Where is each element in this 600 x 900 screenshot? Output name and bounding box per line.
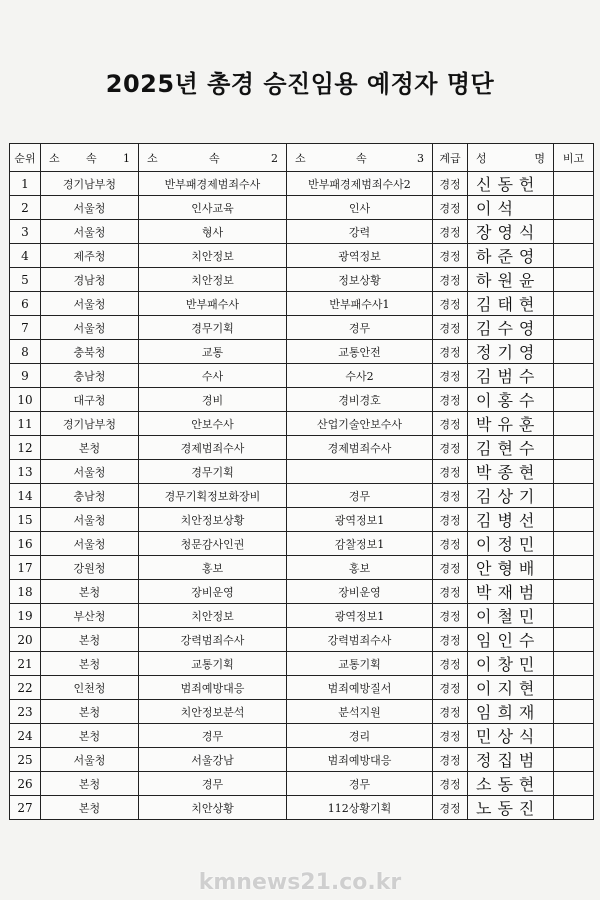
cell-rank: 경정	[433, 796, 468, 820]
cell-no: 6	[10, 292, 41, 316]
cell-no: 24	[10, 724, 41, 748]
cell-rank: 경정	[433, 748, 468, 772]
cell-no: 7	[10, 316, 41, 340]
cell-name: 김범수	[468, 364, 554, 388]
cell-note	[554, 292, 594, 316]
cell-dept2: 교통기획	[139, 652, 287, 676]
cell-dept1: 충북청	[41, 340, 139, 364]
cell-name: 박재범	[468, 580, 554, 604]
cell-dept1: 서울청	[41, 508, 139, 532]
table-row	[10, 292, 594, 316]
cell-dept1: 서울청	[41, 196, 139, 220]
cell-rank: 경정	[433, 700, 468, 724]
cell-no: 3	[10, 220, 41, 244]
cell-dept3: 광역정보	[287, 244, 433, 268]
cell-rank: 경정	[433, 604, 468, 628]
cell-dept2: 청문감사인권	[139, 532, 287, 556]
cell-note	[554, 676, 594, 700]
cell-dept1: 경남청	[41, 268, 139, 292]
header-dept1: 소 속 1	[41, 144, 139, 172]
cell-name: 소동현	[468, 772, 554, 796]
table-row	[10, 460, 594, 484]
table-row	[10, 628, 594, 652]
cell-note	[554, 580, 594, 604]
cell-dept2: 인사교육	[139, 196, 287, 220]
cell-dept2: 경무기획	[139, 460, 287, 484]
cell-dept3: 경제범죄수사	[287, 436, 433, 460]
cell-name: 이석	[468, 196, 554, 220]
cell-name: 김태현	[468, 292, 554, 316]
cell-note	[554, 172, 594, 196]
cell-name: 이홍수	[468, 388, 554, 412]
cell-dept2: 치안정보	[139, 268, 287, 292]
cell-dept3: 경무	[287, 484, 433, 508]
cell-dept1: 서울청	[41, 292, 139, 316]
cell-dept3: 경리	[287, 724, 433, 748]
cell-dept3: 수사2	[287, 364, 433, 388]
cell-dept3: 반부패경제범죄수사2	[287, 172, 433, 196]
table-row	[10, 412, 594, 436]
table-row	[10, 532, 594, 556]
cell-note	[554, 556, 594, 580]
cell-dept1: 본청	[41, 700, 139, 724]
cell-no: 21	[10, 652, 41, 676]
header-name: 성 명	[468, 144, 554, 172]
cell-dept1: 경기남부청	[41, 412, 139, 436]
cell-dept3: 경무	[287, 316, 433, 340]
cell-dept2: 수사	[139, 364, 287, 388]
cell-dept3: 홍보	[287, 556, 433, 580]
cell-dept3: 감찰정보1	[287, 532, 433, 556]
cell-no: 23	[10, 700, 41, 724]
cell-dept1: 강원청	[41, 556, 139, 580]
cell-dept1: 충남청	[41, 484, 139, 508]
cell-dept1: 본청	[41, 772, 139, 796]
cell-note	[554, 700, 594, 724]
cell-name: 이창민	[468, 652, 554, 676]
header-note: 비고	[554, 144, 594, 172]
cell-no: 9	[10, 364, 41, 388]
cell-note	[554, 388, 594, 412]
cell-no: 4	[10, 244, 41, 268]
cell-note	[554, 364, 594, 388]
cell-rank: 경정	[433, 316, 468, 340]
cell-dept3: 경무	[287, 772, 433, 796]
header-rank: 계급	[433, 144, 468, 172]
cell-dept1: 본청	[41, 436, 139, 460]
table-row	[10, 724, 594, 748]
cell-dept1: 경기남부청	[41, 172, 139, 196]
cell-name: 김상기	[468, 484, 554, 508]
cell-dept2: 치안정보상황	[139, 508, 287, 532]
cell-note	[554, 316, 594, 340]
cell-rank: 경정	[433, 244, 468, 268]
cell-note	[554, 796, 594, 820]
cell-dept2: 경무기획정보화장비	[139, 484, 287, 508]
cell-dept3: 112상황기획	[287, 796, 433, 820]
cell-rank: 경정	[433, 340, 468, 364]
cell-no: 27	[10, 796, 41, 820]
cell-note	[554, 532, 594, 556]
cell-rank: 경정	[433, 388, 468, 412]
cell-rank: 경정	[433, 556, 468, 580]
promotion-roster-table	[9, 143, 594, 820]
cell-dept2: 경비	[139, 388, 287, 412]
cell-no: 17	[10, 556, 41, 580]
cell-rank: 경정	[433, 412, 468, 436]
cell-note	[554, 412, 594, 436]
cell-rank: 경정	[433, 436, 468, 460]
cell-name: 안형배	[468, 556, 554, 580]
cell-dept2: 범죄예방대응	[139, 676, 287, 700]
cell-dept1: 서울청	[41, 532, 139, 556]
table-body	[10, 172, 594, 820]
cell-name: 임희재	[468, 700, 554, 724]
cell-dept1: 서울청	[41, 748, 139, 772]
cell-rank: 경정	[433, 460, 468, 484]
cell-no: 13	[10, 460, 41, 484]
header-dept2: 소 속 2	[139, 144, 287, 172]
cell-dept2: 경무	[139, 772, 287, 796]
table-row	[10, 484, 594, 508]
cell-no: 18	[10, 580, 41, 604]
cell-no: 22	[10, 676, 41, 700]
table-row	[10, 364, 594, 388]
table-row	[10, 340, 594, 364]
cell-name: 임인수	[468, 628, 554, 652]
cell-name: 김병선	[468, 508, 554, 532]
cell-no: 25	[10, 748, 41, 772]
cell-no: 14	[10, 484, 41, 508]
cell-dept2: 치안정보	[139, 604, 287, 628]
cell-dept2: 반부패수사	[139, 292, 287, 316]
cell-note	[554, 244, 594, 268]
cell-no: 5	[10, 268, 41, 292]
cell-rank: 경정	[433, 484, 468, 508]
cell-rank: 경정	[433, 652, 468, 676]
cell-dept3: 경비경호	[287, 388, 433, 412]
cell-dept3: 교통기획	[287, 652, 433, 676]
table-row	[10, 388, 594, 412]
cell-note	[554, 604, 594, 628]
table-row	[10, 748, 594, 772]
cell-no: 19	[10, 604, 41, 628]
cell-dept1: 제주청	[41, 244, 139, 268]
cell-dept1: 서울청	[41, 316, 139, 340]
cell-note	[554, 772, 594, 796]
cell-dept1: 부산청	[41, 604, 139, 628]
cell-dept2: 치안정보분석	[139, 700, 287, 724]
cell-rank: 경정	[433, 196, 468, 220]
cell-rank: 경정	[433, 580, 468, 604]
cell-rank: 경정	[433, 628, 468, 652]
cell-no: 15	[10, 508, 41, 532]
table-row	[10, 316, 594, 340]
cell-name: 정집범	[468, 748, 554, 772]
cell-dept3: 인사	[287, 196, 433, 220]
cell-dept3: 광역정보1	[287, 604, 433, 628]
table-row	[10, 196, 594, 220]
cell-dept2: 경제범죄수사	[139, 436, 287, 460]
cell-name: 하원윤	[468, 268, 554, 292]
cell-note	[554, 460, 594, 484]
cell-dept2: 치안정보	[139, 244, 287, 268]
cell-name: 장영식	[468, 220, 554, 244]
cell-note	[554, 196, 594, 220]
table-row	[10, 580, 594, 604]
header-no: 순위	[10, 144, 41, 172]
cell-dept2: 경무	[139, 724, 287, 748]
cell-note	[554, 484, 594, 508]
cell-name: 이정민	[468, 532, 554, 556]
cell-dept2: 형사	[139, 220, 287, 244]
cell-dept2: 안보수사	[139, 412, 287, 436]
cell-dept2: 홍보	[139, 556, 287, 580]
cell-dept1: 본청	[41, 724, 139, 748]
cell-dept3: 강력범죄수사	[287, 628, 433, 652]
cell-rank: 경정	[433, 772, 468, 796]
cell-name: 노동진	[468, 796, 554, 820]
cell-dept2: 반부패경제범죄수사	[139, 172, 287, 196]
cell-dept3: 범죄예방질서	[287, 676, 433, 700]
cell-note	[554, 748, 594, 772]
table-row	[10, 220, 594, 244]
header-dept3: 소 속 3	[287, 144, 433, 172]
cell-no: 12	[10, 436, 41, 460]
cell-dept2: 강력범죄수사	[139, 628, 287, 652]
cell-name: 이지현	[468, 676, 554, 700]
table-row	[10, 244, 594, 268]
cell-dept1: 본청	[41, 628, 139, 652]
table-row	[10, 556, 594, 580]
cell-name: 하준영	[468, 244, 554, 268]
cell-rank: 경정	[433, 724, 468, 748]
cell-no: 16	[10, 532, 41, 556]
cell-dept1: 서울청	[41, 460, 139, 484]
cell-dept3: 교통안전	[287, 340, 433, 364]
cell-dept2: 치안상황	[139, 796, 287, 820]
cell-note	[554, 652, 594, 676]
cell-dept1: 본청	[41, 652, 139, 676]
cell-note	[554, 508, 594, 532]
table-row	[10, 604, 594, 628]
cell-rank: 경정	[433, 292, 468, 316]
cell-dept1: 서울청	[41, 220, 139, 244]
cell-dept2: 서울강남	[139, 748, 287, 772]
table-row	[10, 436, 594, 460]
cell-rank: 경정	[433, 220, 468, 244]
cell-rank: 경정	[433, 508, 468, 532]
cell-dept1: 본청	[41, 796, 139, 820]
cell-no: 2	[10, 196, 41, 220]
cell-dept3: 범죄예방대응	[287, 748, 433, 772]
cell-dept3: 산업기술안보수사	[287, 412, 433, 436]
cell-no: 20	[10, 628, 41, 652]
cell-dept2: 장비운영	[139, 580, 287, 604]
table-row	[10, 676, 594, 700]
table-row	[10, 268, 594, 292]
cell-no: 10	[10, 388, 41, 412]
cell-rank: 경정	[433, 532, 468, 556]
cell-rank: 경정	[433, 676, 468, 700]
cell-note	[554, 268, 594, 292]
table-row	[10, 700, 594, 724]
cell-dept2: 교통	[139, 340, 287, 364]
cell-name: 이철민	[468, 604, 554, 628]
cell-no: 1	[10, 172, 41, 196]
cell-dept1: 충남청	[41, 364, 139, 388]
watermark: kmnews21.co.kr	[198, 870, 402, 895]
cell-note	[554, 724, 594, 748]
cell-name: 민상식	[468, 724, 554, 748]
cell-note	[554, 220, 594, 244]
cell-name: 정기영	[468, 340, 554, 364]
cell-dept2: 경무기획	[139, 316, 287, 340]
cell-note	[554, 628, 594, 652]
table-row	[10, 508, 594, 532]
cell-no: 11	[10, 412, 41, 436]
cell-name: 김현수	[468, 436, 554, 460]
document-title: 2025년 총경 승진임용 예정자 명단	[105, 70, 495, 98]
cell-dept3: 정보상황	[287, 268, 433, 292]
cell-dept3: 광역정보1	[287, 508, 433, 532]
cell-dept1: 본청	[41, 580, 139, 604]
cell-dept3: 분석지원	[287, 700, 433, 724]
cell-name: 김수영	[468, 316, 554, 340]
cell-name: 신동헌	[468, 172, 554, 196]
cell-rank: 경정	[433, 364, 468, 388]
table-row	[10, 796, 594, 820]
cell-name: 박종현	[468, 460, 554, 484]
cell-dept3: 강력	[287, 220, 433, 244]
cell-rank: 경정	[433, 268, 468, 292]
table-row	[10, 772, 594, 796]
cell-note	[554, 340, 594, 364]
cell-no: 8	[10, 340, 41, 364]
cell-note	[554, 436, 594, 460]
cell-dept1: 대구청	[41, 388, 139, 412]
cell-no: 26	[10, 772, 41, 796]
table-row	[10, 172, 594, 196]
cell-dept1: 인천청	[41, 676, 139, 700]
cell-dept3: 반부패수사1	[287, 292, 433, 316]
cell-dept3: 장비운영	[287, 580, 433, 604]
cell-rank: 경정	[433, 172, 468, 196]
table-row	[10, 652, 594, 676]
cell-dept3	[287, 460, 433, 484]
table-header-row	[10, 144, 594, 172]
cell-name: 박유훈	[468, 412, 554, 436]
